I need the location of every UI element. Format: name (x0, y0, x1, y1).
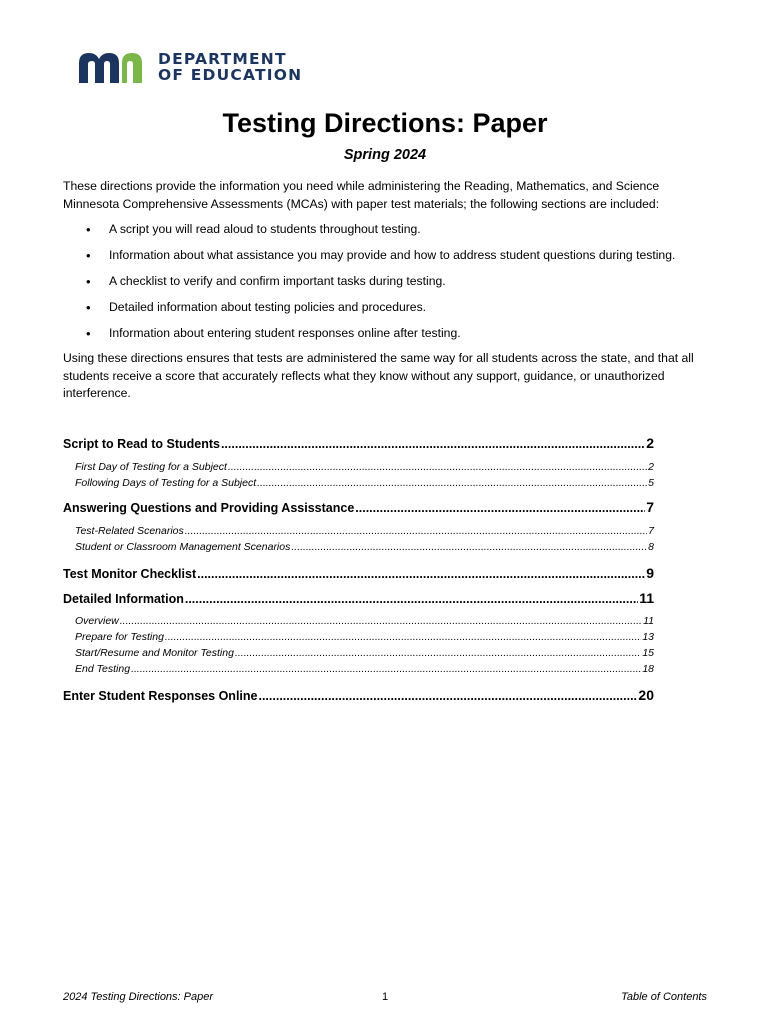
toc-entry-page: 13 (642, 631, 654, 643)
footer-page-number: 1 (381, 991, 389, 1003)
toc-entry[interactable] (75, 525, 654, 537)
toc-entry-label: End Testing (75, 663, 131, 675)
mn-logo-icon (79, 51, 151, 83)
toc-entry-label: Student or Classroom Management Scenarios (75, 541, 291, 553)
toc-entry-page: 9 (646, 565, 654, 581)
toc-entry-label: Enter Student Responses Online (63, 689, 258, 703)
toc-entry-label: Following Days of Testing for a Subject (75, 477, 257, 489)
toc-entry[interactable] (75, 663, 654, 675)
toc-entry[interactable] (63, 565, 654, 581)
toc-entry-page: 18 (642, 663, 654, 675)
toc-entry-page: 2 (648, 461, 654, 473)
footer-document-title: 2024 Testing Directions: Paper (63, 991, 214, 1003)
list-item: • Information about what assistance you may provide and how to address student questions during testing. (63, 247, 723, 273)
mde-logo (79, 49, 302, 85)
toc-entry-label: Prepare for Testing (75, 631, 164, 643)
toc-entry[interactable] (63, 499, 654, 515)
toc-entry[interactable] (63, 687, 654, 703)
toc-entry[interactable] (75, 631, 654, 643)
footer-section-name: Table of Contents (621, 991, 707, 1003)
toc-entry[interactable] (75, 615, 654, 627)
toc-entry-page: 11 (639, 590, 654, 606)
toc-entry-label: Test-Related Scenarios (75, 525, 184, 537)
logo-line-1: DEPARTMENT (158, 50, 287, 68)
toc-entry-label: Answering Questions and Providing Assisstance (63, 501, 355, 515)
page-subtitle: Spring 2024 (343, 147, 427, 163)
toc-entry-page: 15 (642, 647, 654, 659)
toc-entry[interactable] (63, 435, 654, 451)
toc-entry[interactable] (75, 461, 654, 473)
toc-entry-page: 11 (643, 615, 654, 627)
outro-paragraph: Using these directions ensures that tests are administered the same way for all students across the state, and that all students receive a score that accurately reflects what they know without any support, guidance, or unauthorized interference. (63, 351, 694, 400)
toc-entry-label: Overview (75, 615, 119, 627)
toc-entry-page: 5 (648, 477, 654, 489)
toc-entry-page: 8 (648, 541, 654, 553)
toc-entry[interactable] (75, 647, 654, 659)
toc-entry-label: First Day of Testing for a Subject (75, 461, 227, 473)
toc-entry-label: Script to Read to Students (63, 437, 220, 451)
toc-entry-page: 20 (638, 687, 654, 703)
section-list (63, 221, 723, 351)
toc-entry-page: 7 (648, 525, 654, 537)
toc-entry[interactable] (75, 541, 654, 553)
list-item: • A script you will read aloud to students throughout testing. (63, 221, 723, 247)
list-item: • A checklist to verify and confirm important tasks during testing. (63, 273, 723, 299)
toc-entry-label: Detailed Information (63, 592, 184, 606)
list-item: • Detailed information about testing policies and procedures. (63, 299, 723, 325)
toc-entry-label: Start/Resume and Monitor Testing (75, 647, 234, 659)
toc-entry[interactable] (75, 477, 654, 489)
toc-entry[interactable] (63, 590, 654, 606)
intro-paragraph: These directions provide the information you need while administering the Reading, Mathematics, and Science Minnesota Comprehensive Assessments (MCAs) with paper test materials; the following sections are included: (63, 179, 660, 211)
toc-entry-page: 7 (646, 499, 654, 515)
page-title: Testing Directions: Paper (222, 108, 548, 138)
logo-line-2: OF EDUCATION (158, 66, 303, 84)
logo-wordmark (158, 51, 302, 83)
toc-entry-label: Test Monitor Checklist (63, 567, 197, 581)
list-item: • Information about entering student responses online after testing. (63, 325, 723, 351)
toc-entry-page: 2 (646, 435, 654, 451)
